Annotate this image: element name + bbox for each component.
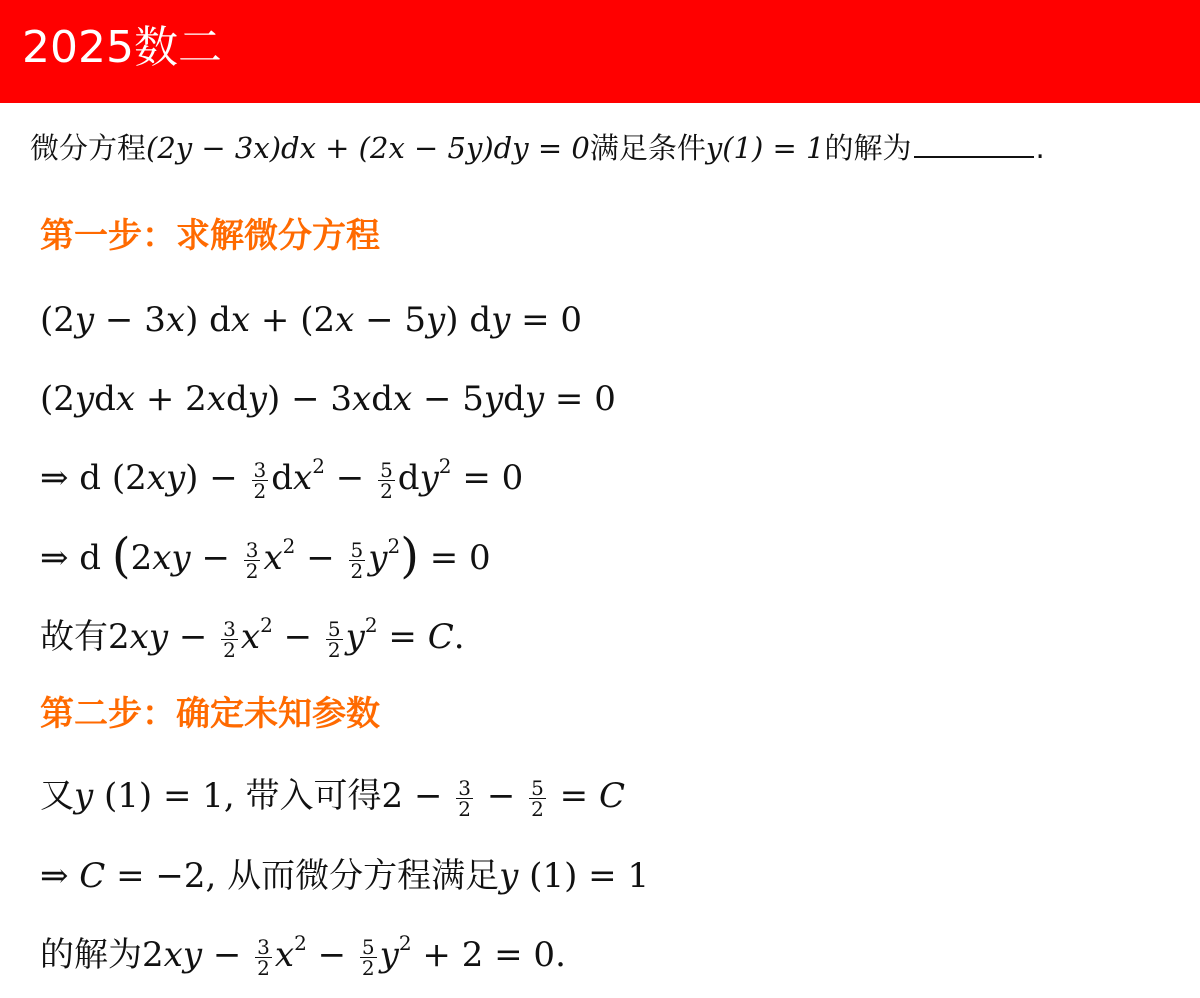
fraction: $\frac{5}{2}$ xyxy=(361,934,375,980)
fraction: $\frac{5}{2}$ xyxy=(380,457,393,503)
equation-line-8: 的解为2xy − $\frac{3}{2}$ $x^2$ − $\frac{5}{2}$ $y^2 + 2 = 0$. xyxy=(40,931,566,980)
substitute-text: 带入可得 xyxy=(245,776,382,816)
equation-line-3: ⇒ d (2xy) − $\frac{3}{2}$ $dx^2$ − $\frac{5}{2}$ $dy^2 = 0$ xyxy=(40,454,524,503)
page-title: 2025数二 xyxy=(22,22,222,73)
fraction: $\frac{5}{2}$ xyxy=(531,775,544,821)
equation-line-2: (2ydx + 2xdy) − 3xdx − 5ydy = 0 xyxy=(40,379,616,419)
thus-text: 从而微分方程满足 xyxy=(227,856,500,896)
question-end: . xyxy=(1035,131,1045,165)
fraction: $\frac{5}{2}$ xyxy=(327,616,341,662)
equation-line-1: (2y − 3x) dx + (2x − 5y) dy = 0 xyxy=(40,300,583,340)
answer-blank xyxy=(914,128,1034,158)
also-text: 又 xyxy=(40,776,74,816)
fraction: $\frac{3}{2}$ xyxy=(223,616,236,662)
question-prefix: 微分方程 xyxy=(30,131,147,165)
question-condition: y(1) = 1 xyxy=(705,131,825,165)
fraction: $\frac{3}{2}$ xyxy=(253,457,267,503)
question-condition-prefix: 满足条件 xyxy=(589,131,706,165)
fraction: $\frac{3}{2}$ xyxy=(458,775,472,821)
fraction: $\frac{3}{2}$ xyxy=(245,537,259,583)
equation-line-5: 故有2xy − $\frac{3}{2}$ $x^2$ − $\frac{5}{2}$ $y^2 = C$. xyxy=(40,613,465,662)
question-suffix: 的解为 xyxy=(824,131,912,165)
solution-text: 的解为 xyxy=(40,935,142,975)
question-statement xyxy=(30,126,1045,170)
step-one-heading: 第一步：求解微分方程 xyxy=(40,216,380,256)
equation-line-4: ⇒ d (2xy − $\frac{3}{2}$ $x^2$ − $\frac{5}{2}$ $y^2) = 0$ xyxy=(40,528,491,584)
title-banner xyxy=(0,0,1200,103)
hence-text: 故有 xyxy=(40,617,108,657)
equation-line-6: 又y (1) = 1, 带入可得2 − $\frac{3}{2}$ − $\frac{5}{2}$ = C xyxy=(40,775,625,821)
fraction: $\frac{5}{2}$ xyxy=(350,537,364,583)
fraction: $\frac{3}{2}$ xyxy=(257,934,270,980)
equation-line-7: ⇒ C = −2, 从而微分方程满足y (1) = 1 xyxy=(40,856,650,896)
step-two-heading: 第二步：确定未知参数 xyxy=(40,694,380,734)
question-equation: (2y − 3x)dx + (2x − 5y)dy = 0 xyxy=(146,131,590,165)
